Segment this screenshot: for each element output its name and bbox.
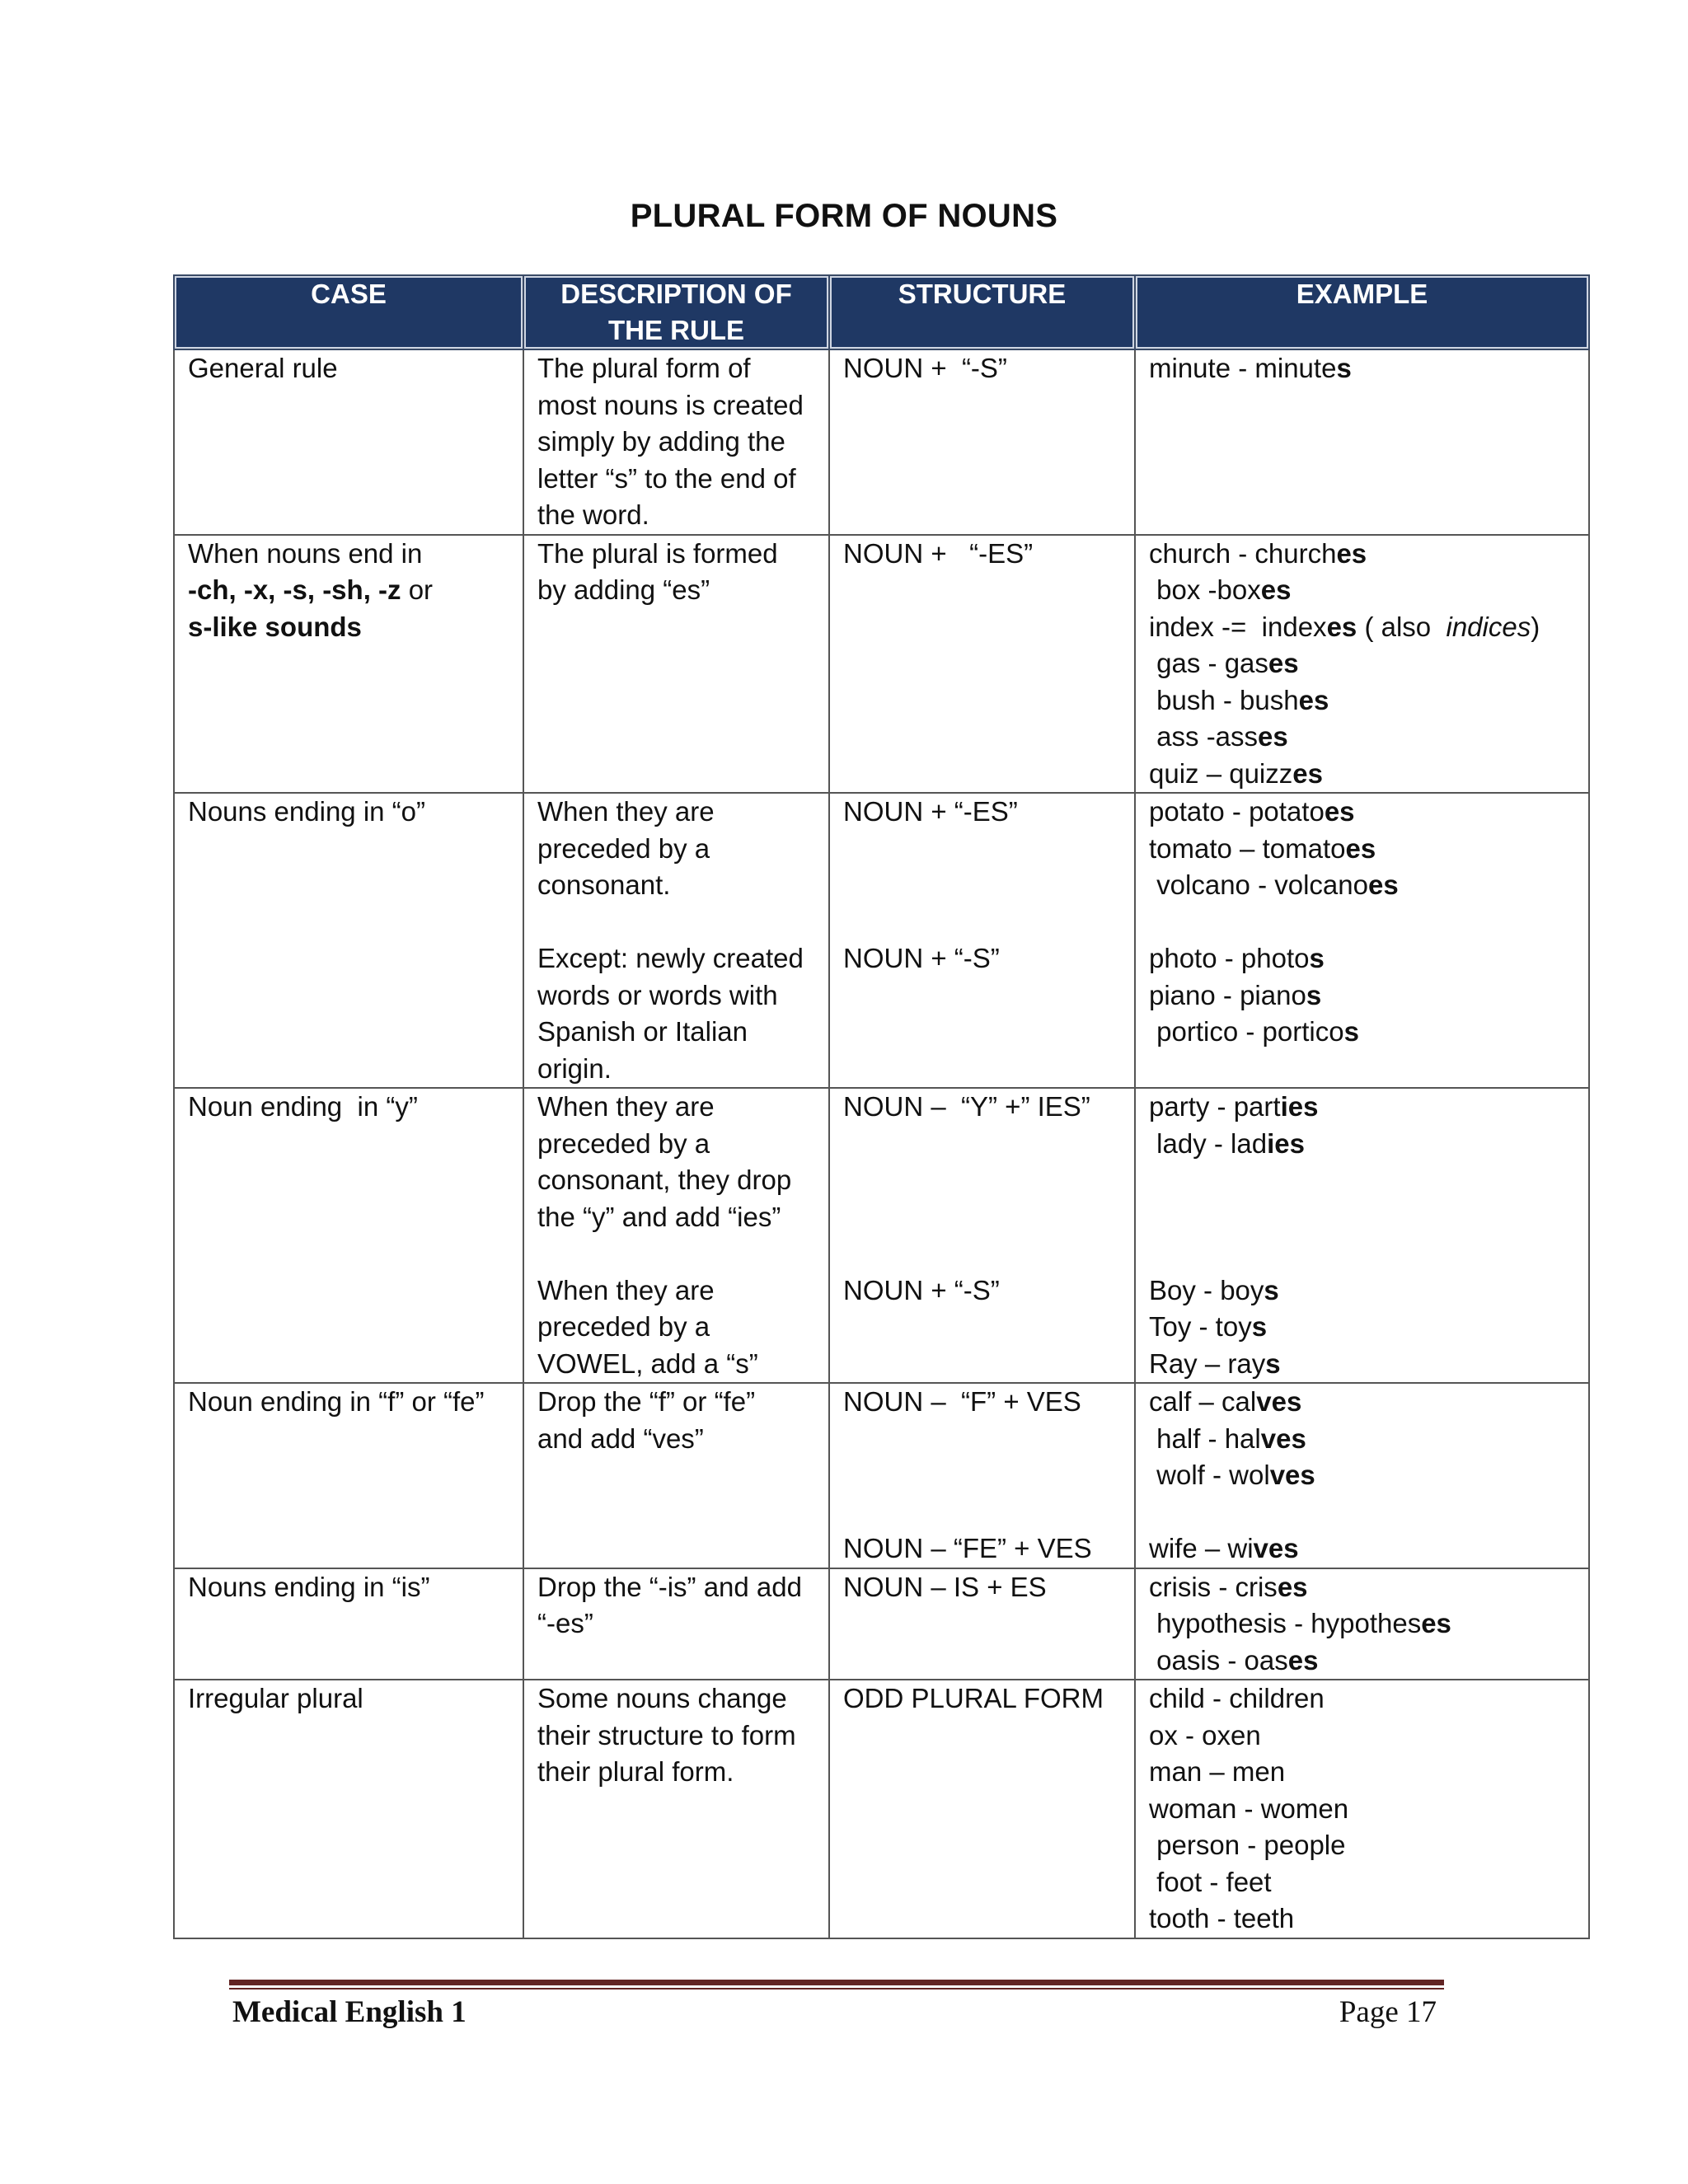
footer-book-title: Medical English 1 (232, 1995, 467, 2029)
table-row (174, 1383, 1589, 1568)
header-example: EXAMPLE (1135, 275, 1589, 349)
footer-divider (229, 1980, 1444, 1985)
plural-rules-table (173, 274, 1590, 1939)
case-cell: Nouns ending in “is” (174, 1568, 523, 1680)
description-cell: The plural form of most nouns is created simply by adding the letter “s” to the end of the word. (523, 349, 829, 535)
structure-cell: NOUN – “Y” +” IES” NOUN + “-S” (829, 1088, 1135, 1383)
example-cell: church - churches box -boxes index -= indexes ( also indices) gas - gases bush - bushes ass -asses quiz – quizzes (1135, 535, 1589, 794)
structure-cell: NOUN – IS + ES (829, 1568, 1135, 1680)
page-title: PLURAL FORM OF NOUNS (630, 198, 1058, 234)
example-cell: child - children ox - oxen man – men woman - women person - people foot - feet tooth - teeth (1135, 1680, 1589, 1938)
description-cell: Drop the “f” or “fe” and add “ves” (523, 1383, 829, 1568)
structure-cell: ODD PLURAL FORM (829, 1680, 1135, 1938)
table-header-row (174, 275, 1589, 349)
structure-cell: NOUN + “-ES” NOUN + “-S” (829, 793, 1135, 1088)
case-cell: When nouns end in -ch, -x, -s, -sh, -z or s-like sounds (174, 535, 523, 794)
description-cell: When they are preceded by a consonant. Except: newly created words or words with Spanish or Italian origin. (523, 793, 829, 1088)
example-cell: crisis - crises hypothesis - hypotheses oasis - oases (1135, 1568, 1589, 1680)
table-row (174, 1680, 1589, 1938)
table-row (174, 349, 1589, 535)
header-structure: STRUCTURE (829, 275, 1135, 349)
header-description: DESCRIPTION OF THE RULE (523, 275, 829, 349)
example-cell: minute - minutes (1135, 349, 1589, 535)
structure-cell: NOUN + “-S” (829, 349, 1135, 535)
case-cell: Noun ending in “f” or “fe” (174, 1383, 523, 1568)
example-cell: party - parties lady - ladies Boy - boys Toy - toys Ray – rays (1135, 1088, 1589, 1383)
description-cell: When they are preceded by a consonant, they drop the “y” and add “ies” When they are preceded by a VOWEL, add a “s” (523, 1088, 829, 1383)
case-cell: Nouns ending in “o” (174, 793, 523, 1088)
description-cell: The plural is formed by adding “es” (523, 535, 829, 794)
footer-divider-thin (229, 1988, 1444, 1990)
structure-cell: NOUN + “-ES” (829, 535, 1135, 794)
table-row (174, 1568, 1589, 1680)
case-cell: Noun ending in “y” (174, 1088, 523, 1383)
table-row (174, 793, 1589, 1088)
example-cell: potato - potatoes tomato – tomatoes volcano - volcanoes photo - photos piano - pianos portico - porticos (1135, 793, 1589, 1088)
example-cell: calf – calves half - halves wolf - wolves wife – wives (1135, 1383, 1589, 1568)
case-cell: General rule (174, 349, 523, 535)
description-cell: Some nouns change their structure to form their plural form. (523, 1680, 829, 1938)
case-cell: Irregular plural (174, 1680, 523, 1938)
structure-cell: NOUN – “F” + VES NOUN – “FE” + VES (829, 1383, 1135, 1568)
table-row (174, 535, 1589, 794)
header-case: CASE (174, 275, 523, 349)
description-cell: Drop the “-is” and add “-es” (523, 1568, 829, 1680)
footer-page-number: Page 17 (1339, 1995, 1437, 2029)
table-row (174, 1088, 1589, 1383)
